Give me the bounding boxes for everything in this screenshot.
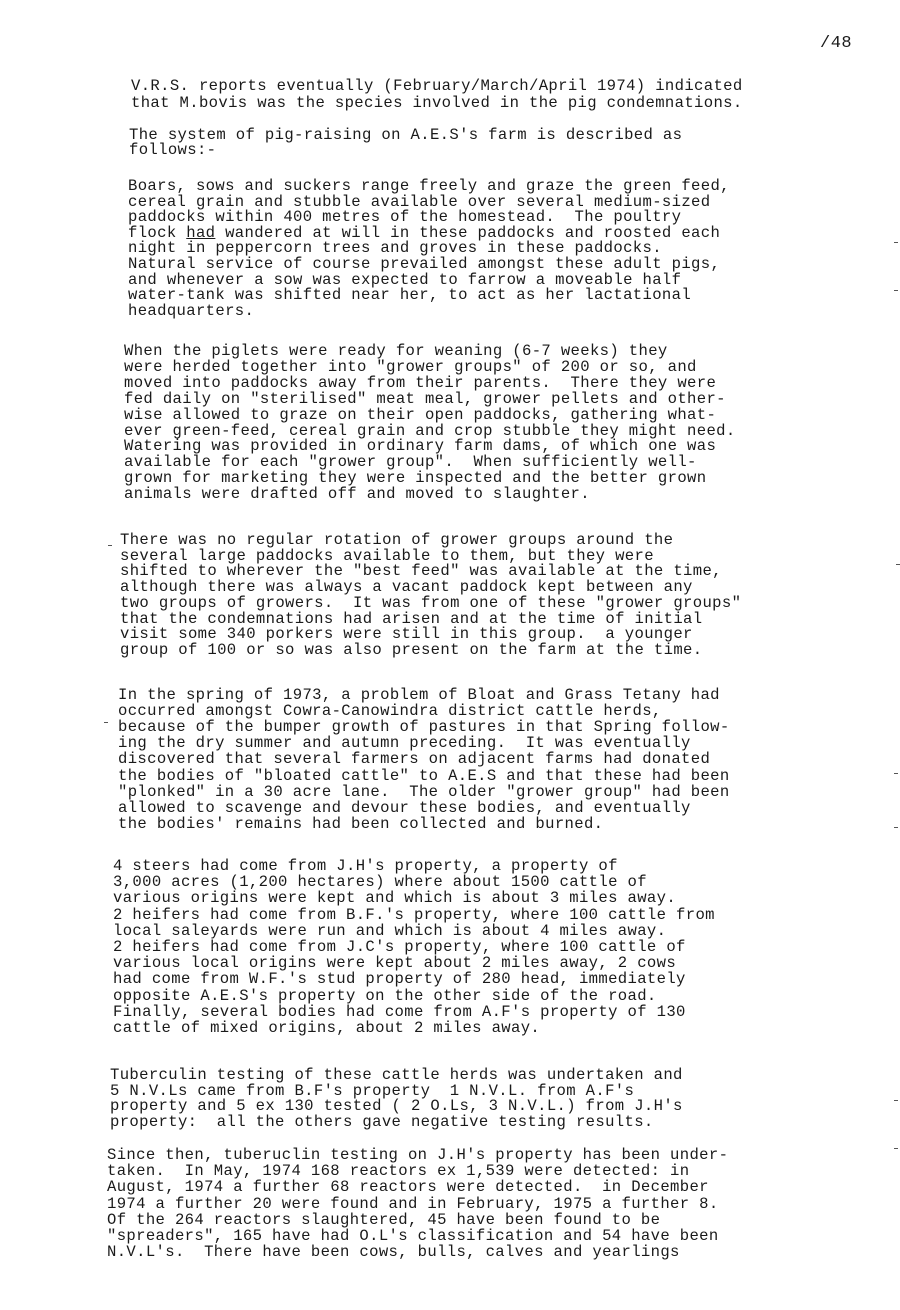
text-line: 2 heifers had come from J.C's property, where 100 cattle of — [113, 938, 686, 956]
text-line: Watering was provided in ordinary farm dams, of which one was — [124, 437, 717, 456]
text-line: 5 N.V.Ls came from B.F's property 1 N.V.L. from A.F's — [110, 1081, 635, 1100]
text-line: cattle of mixed origins, about 2 miles away. — [113, 1019, 541, 1037]
text-line — [128, 225, 720, 241]
text-segment: flock — [128, 223, 187, 242]
text-line: two groups of growers. It was from one of these "grower groups" — [120, 593, 742, 612]
text-line: Of the 264 reactors slaughtered, 45 have been found to be — [107, 1210, 661, 1229]
text-line: and whenever a sow was expected to farrow a moveable half — [128, 270, 682, 289]
margin-mark — [896, 564, 900, 565]
text-line: although there was always a vacant paddock kept between any — [120, 578, 693, 597]
text-line: 1974 a further 20 were found and in February, 1975 a further 8. — [107, 1194, 719, 1213]
text-line: the bodies' remains had been collected and burned. — [118, 814, 604, 833]
text-line: ing the dry summer and autumn preceding. It was eventually — [118, 734, 691, 753]
margin-mark — [894, 1100, 898, 1101]
text-line: the bodies of "bloated cattle" to A.E.S and that these had been — [118, 766, 730, 785]
text-line: property and 5 ex 130 tested ( 2 O.Ls, 3 N.V.L.) from J.H's — [110, 1097, 683, 1115]
text-line: wise allowed to graze on their open paddocks, gathering what- — [124, 405, 717, 424]
text-line: opposite A.E.S's property on the other side of the road. — [113, 986, 657, 1005]
text-line: property: all the others gave negative testing results. — [110, 1112, 654, 1131]
text-line: cereal grain and stubble available over several medium-sized — [128, 192, 711, 211]
text-line: shifted to wherever the "best feed" was available at the time, — [120, 562, 722, 581]
text-line: had come from W.F.'s stud property of 280 head, immediately — [113, 970, 686, 989]
text-line: allowed to scavenge and devour these bodies, and eventually — [118, 798, 691, 817]
page-number: /48 — [820, 34, 853, 53]
margin-mark — [894, 827, 898, 828]
text-line: "plonked" in a 30 acre lane. The older "grower group" had been — [118, 782, 730, 801]
text-line: visit some 340 porkers were still in this group. a younger — [120, 625, 693, 644]
text-line: Finally, several bodies had come from A.F's property of 130 — [113, 1002, 686, 1021]
text-line: night in peppercorn trees and groves in these paddocks. — [128, 239, 662, 258]
text-line: that M.bovis was the species involved in the pig condemnations. — [131, 94, 743, 112]
text-line: Natural service of course prevailed amongst these adult pigs, — [128, 255, 721, 273]
text-line: occurred amongst Cowra-Canowindra district cattle herds, — [118, 702, 662, 721]
text-line: that the condemnations had arisen and at the time of initial — [120, 609, 703, 628]
text-line: grown for marketing they were inspected and the better grown — [124, 469, 707, 488]
text-line: N.V.L's. There have been cows, bulls, calves and yearlings — [107, 1243, 680, 1262]
text-line: water-tank was shifted near her, to act as her lactational — [128, 286, 692, 305]
text-line: moved into paddocks away from their parents. There they were — [124, 373, 717, 392]
margin-mark — [894, 773, 898, 774]
text-line: fed daily on "sterilised" meat meal, grower pellets and other- — [124, 389, 726, 408]
text-line: 3,000 acres (1,200 hectares) where about 1500 cattle of — [113, 873, 647, 892]
text-line: paddocks within 400 metres of the homestead. The poultry — [128, 208, 682, 227]
text-line: available for each "grower group". When sufficiently well- — [124, 453, 697, 472]
text-line: several large paddocks available to them, but they were — [120, 546, 654, 565]
text-line: Boars, sows and suckers range freely and graze the green feed, — [128, 177, 730, 195]
text-line: When the piglets were ready for weaning (6-7 weeks) they — [124, 342, 668, 360]
text-line: In the spring of 1973, a problem of Bloat and Grass Tetany had — [118, 686, 720, 704]
text-line: local saleyards were run and which is about 4 miles away. — [113, 921, 667, 940]
text-line: animals were drafted off and moved to slaughter. — [124, 485, 590, 504]
text-line: 2 heifers had come from B.F.'s property, where 100 cattle from — [113, 905, 715, 924]
text-segment: wandered at will in these paddocks and roosted each — [215, 223, 721, 242]
text-line: various local origins were kept about 2 miles away, 2 cows — [113, 954, 677, 973]
margin-mark — [894, 1148, 898, 1149]
text-line: discovered that several farmers on adjacent farms had donated — [118, 750, 711, 769]
text-line: taken. In May, 1974 168 reactors ex 1,539 were detected: in — [107, 1162, 690, 1181]
text-line: follows:- — [129, 141, 217, 159]
margin-mark — [108, 545, 112, 546]
text-line: The system of pig-raising on A.E.S's farm is described as — [129, 126, 683, 144]
text-line: "spreaders", 165 have had O.L's classification and 54 have been — [107, 1227, 719, 1245]
text-line: ever green-feed, cereal grain and crop stubble they might need. — [124, 421, 736, 440]
text-line: V.R.S. reports eventually (February/March/April 1974) indicated — [131, 77, 743, 95]
text-line: 4 steers had come from J.H's property, a property of — [113, 857, 618, 875]
text-line: various origins were kept and which is about 3 miles away. — [113, 889, 677, 908]
text-line: because of the bumper growth of pastures in that Spring follow- — [118, 718, 730, 737]
text-line: group of 100 or so was also present on the farm at the time. — [120, 640, 703, 659]
underlined-word: had — [186, 223, 216, 242]
text-line: There was no regular rotation of grower groups around the — [120, 531, 674, 549]
margin-mark — [894, 290, 898, 291]
text-line: Since then, tuberuclin testing on J.H's property has been under- — [107, 1146, 729, 1164]
margin-mark — [894, 242, 898, 243]
text-line: headquarters. — [128, 301, 255, 320]
text-line: Tuberculin testing of these cattle herds was undertaken and — [110, 1066, 683, 1084]
text-line: were herded together into "grower groups" of 200 or so, and — [124, 357, 697, 376]
margin-mark — [104, 722, 108, 723]
text-line: August, 1974 a further 68 reactors were detected. in December — [107, 1178, 709, 1197]
